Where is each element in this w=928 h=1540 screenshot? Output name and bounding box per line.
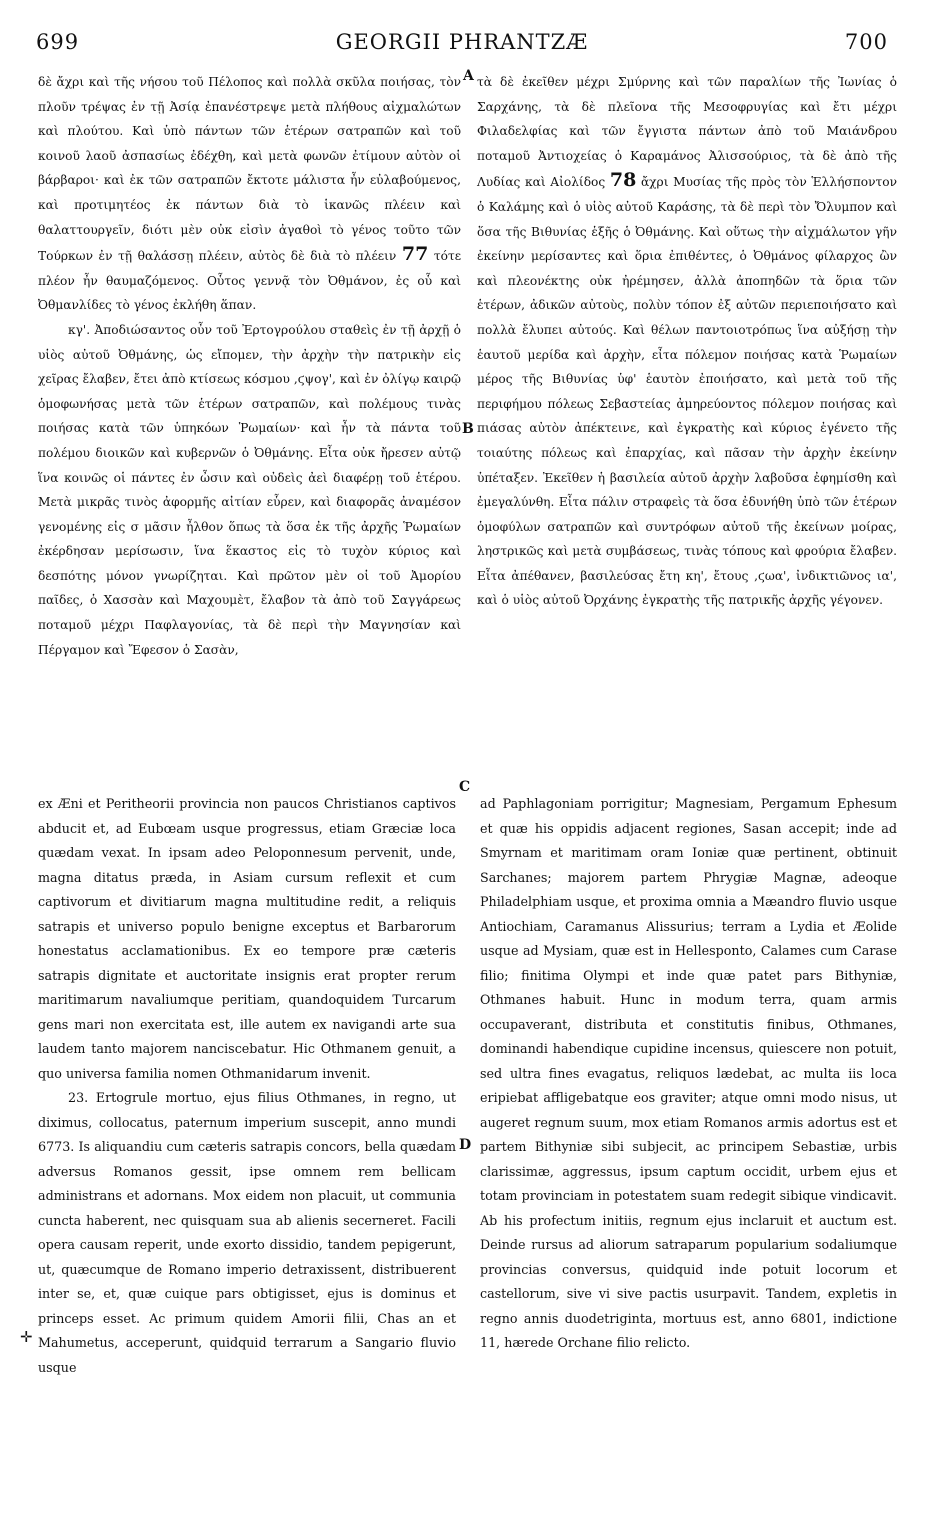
latin-column-left xyxy=(38,792,456,1380)
cross-marker-icon: ✛ xyxy=(20,1328,33,1346)
latin-right-paragraph-1: ad Paphlagoniam porrigitur; Magnesiam, Pergamum Ephesum et quæ his oppidis adjacent regiones, Sasan accepit; inde ad Smyrnam et maritimam oram Ioniæ quæ pertinent, obtinuit Sarchanes; majorem partem Phrygiæ Magnæ, adeoque Philadelphiam usque, et proxima omnia a Mæandro fluvio usque Antiochiam, Caramanus Alissurius; terram a Lydia et Æolide usque ad Mysiam, quæ est in Hellesponto, Calames cum Carase filio; finitima Olympi et inde quæ patet pars Bithyniæ, Othmanes habuit. Hunc in modum terra, quam armis occupaverant, distributa et constitutis finibus, Othmanes, dominandi habendique cupidine incensus, quiescere non potuit, sed ultra fines evagatus, reliquos lædebat, ac multa iis loca eripiebat affligebatque eos graviter; atque omni modo nisus, ut augeret regnum suum, mox etiam Romanos armis adortus est et partem Bithyniæ sibi subjecit, ac principem Sebastiæ, urbis clarissimæ, aggressus, ipsum captum occidit, urbem ejus et totam provinciam in potestatem suam redegit sibique vindicavit. Ab his profectum initiis, regnum ejus inclaruit et auctum est. Deinde rursus ad aliorum satraparum popularium sodaliumque provincias conversus, quidquid inde potuit locorum et castellorum, sive vi sive pactis usurpavit. Tandem, expletis in regno annis duodetriginta, mortuus est, anno 6801, indictione 11, hærede Orchane filio relicto. xyxy=(480,796,897,1350)
greek-column-right xyxy=(477,70,897,613)
page-number-left: 699 xyxy=(36,30,80,54)
latin-left-paragraph-2: 23. Ertogrule mortuo, ejus filius Othmanes, in regno, ut diximus, collocatus, paternum imperium suscepit, anno mundi 6773. Is aliquandiu cum cæteris satrapis concors, bella quædam adversus Romanos gessit, ipse omnem rem bellicam administrans et adornans. Mox eidem non placuit, ut communia cuncta haberent, nec quisquam sua ab alienis secerneret. Facili opera causam reperit, unde exorto dissidio, tandem pepigerunt, ut, quæcumque de Romano imperio detraxissent, distribuerent inter se, et, quæ cuique pars obtigisset, ejus is dominus et princeps esset. Ac primum quidem Amorii filii, Chas an et Mahumetus, acceperunt, quidquid terrarum a Sangario fluvio usque xyxy=(38,1090,456,1375)
greek-left-text-1b: τότε πλέον ἦν θαυμαζόμενος. Οὗτος γεννᾷ τὸν Ὀθμάνον, ἐς οὗ καὶ Ὀθμανλίδες τὸ γένος ἐκλήθη ἅπαν. xyxy=(38,249,462,313)
page-number-right: 700 xyxy=(844,30,888,54)
greek-left-paragraph-2: κγ'. Ἀποδιώσαντος οὖν τοῦ Ἐρτογρούλου σταθεὶς ἐν τῇ ἀρχῇ ὁ υἱὸς αὐτοῦ Ὀθμάνης, ὡς εἴπομεν, τὴν ἀρχὴν τὴν πατρικὴν εἰς χεῖρας ἔλαβεν, ἔτει ἀπὸ κτίσεως κόσμου ,ϛψογ', καὶ ἐν ὀλίγῳ καιρῷ ὁμοφωνήσας μετὰ τῶν ἑτέρων σατραπῶν, καὶ πολέμους τινὰς ποιήσας κατὰ τῶν ὑπηκόων Ῥωμαίων· καὶ ἦν τὰ πάντα τοῦ πολέμου διοικῶν καὶ κυβερνῶν ὁ Ὀθμάνης. Εἶτα οὐκ ἤρεσεν αὐτῷ ἵνα κοινῶς οἱ πάντες ἐν ὦσιν καὶ οὐδεὶς ἀεὶ διαφέρῃ τοῦ ἑτέρου. Μετὰ μικρᾶς τινὸς ἀφορμῆς αἰτίαν εὗρεν, καὶ διαφορᾶς ἀναμέσον γενομένης εἰς σ μᾶσιν ἦλθον ὅπως τὰ ὅσα ἐκ τῆς ἀρχῆς Ῥωμαίων ἐκέρδησαν μερίσωσιν, ἵνα ἕκαστος εἰς τὸ τυχὸν κύριος καὶ δεσπότης μόνον γνωρίζηται. Καὶ πρῶτον μὲν οἱ τοῦ Ἀμορίου παῖδες, ὁ Χασσὰν καὶ Μαχουμὲτ, ἔλαβον τὰ ἀπὸ τοῦ Σαγγάρεως ποταμοῦ μέχρι Παφλαγονίας, τὰ δὲ περὶ τὴν Μαγνησίαν καὶ Πέργαμον καὶ Ἔφεσον ὁ Σασὰν, xyxy=(38,322,461,657)
greek-left-paragraph-1 xyxy=(38,70,461,318)
greek-right-text-1b: ἄχρι Μυσίας τῆς πρὸς τὸν Ἑλλήσποντον ὁ Καλάμης καὶ ὁ υἱὸς αὐτοῦ Καράσης, τὰ δὲ περὶ τὸν Ὄλυμπον καὶ ὅσα τῆς Βιθυνίας ἑξῆς ὁ Ὀθμάνης. Καὶ οὕτως τὴν αἰχμάλωτον γῆν ἐκείνην μερίσαντες καὶ ὅρια ἐπιθέντες, ὁ Ὀθμάνος φίλαρχος ὢν καὶ πλεονέκτης οὐκ ἠρέμησεν, ἀλλὰ ἀποπηδῶν τὰ ὅρια τῶν ἑτέρων, ἀδικῶν αὐτοὺς, πολὺν τόπον ἐξ αὐτῶν περιεποιήσατο καὶ πολλὰ ἔλυπει αὐτούς. Καὶ θέλων παντοιοτρόπως ἵνα αὐξήσῃ τὴν ἑαυτοῦ μερίδα καὶ ἀρχὴν, εἶτα πόλεμον ποιήσας κατὰ Ῥωμαίων μέρος τῆς Βιθυνίας ὑφ' ἑαυτὸν ἐποιήσατο, καὶ μετὰ τοῦ τῆς περιφήμου πόλεως Σεβαστείας ἀμηρεύοντος πόλεμον ποιήσας καὶ πιάσας αὐτὸν ἀπέκτεινε, καὶ ἐγκρατὴς καὶ κύριος ἐγένετο τῆς τοιαύτης πόλεως καὶ ἐπαρχίας, καὶ πᾶσαν τὴν ἀρχὴν ἐκείνην ὑπέταξεν. Ἐκεῖθεν ἡ βασιλεία αὐτοῦ ἀρχὴν λαβοῦσα ἐφημίσθη καὶ ἐμεγαλύνθη. Εἶτα πάλιν στραφεὶς τὰ ὅσα ἐδυνήθη ὑπὸ τῶν ἑτέρων ὁμοφύλων σατραπῶν καὶ συντρόφων αὐτοῦ τῆς ἐκείνων μοίρας, ληστρικῶς καὶ μετὰ συμβάσεως, τινὰς τόπους καὶ φρούρια ἔλαβεν. Εἶτα ἀπέθανεν, βασιλεύσας ἔτη κη', ἔτους ,ϛωα', ἰνδικτιῶνος ια', καὶ ὁ υἱὸς αὐτοῦ Ὀρχάνης ἐγκρατὴς τῆς πατρικῆς ἀρχῆς γέγονεν. xyxy=(477,175,897,608)
margin-letter-d: D xyxy=(459,1137,472,1153)
edition-page-number-78: 78 xyxy=(609,169,637,192)
latin-left-paragraph-1: ex Æni et Peritheorii provincia non paucos Christianos captivos abducit et, ad Eubœam usque progressus, etiam Græciæ loca quædam vexat. In ipsam adeo Peloponnesum pervenit, unde, magna ditatus præda, in Asiam cursum reflexit et cum captivorum et divitiarum magna multitudine redit, a reliquis satrapis et universo populo benigne exceptus et Barbarorum honestatus acclamationibus. Ex eo tempore præ cæteris satrapis dignitate et auctoritate insignis erat propter rerum maritimarum navaliumque peritiam, quandoquidem Turcarum gens mari non exercitata est, ille autem ex navigandi arte sua laudem tanto majorem nanciscebatur. Hic Othmanem genuit, a quo universa familia nomen Othmanidarum invenit. xyxy=(38,796,456,1081)
margin-letter-c: C xyxy=(459,779,471,795)
margin-letter-b: B xyxy=(462,421,474,437)
running-header xyxy=(36,30,888,62)
running-title: GEORGII PHRANTZÆ xyxy=(335,30,589,54)
edition-page-number-77: 77 xyxy=(401,243,429,266)
margin-letter-a: A xyxy=(463,68,474,84)
latin-column-right xyxy=(480,792,897,1356)
greek-right-paragraph-1 xyxy=(477,70,897,613)
greek-left-text-1: δὲ ἄχρι καὶ τῆς νήσου τοῦ Πέλοπος καὶ πολλὰ σκῦλα ποιήσας, τὸν πλοῦν τρέψας ἐν τῇ Ἀσίᾳ ἐπανέστρεψε μετὰ πλήθους αἰχμαλώτων καὶ πλούτου. Καὶ ὑπὸ πάντων τῶν ἑτέρων σατραπῶν καὶ τοῦ κοινοῦ λαοῦ ἀσπασίως ἐδέχθη, καὶ μετὰ φωνῶν ἐτίμουν αὐτὸν οἱ βάρβαροι· καὶ ἐκ τῶν σατραπῶν ἔκτοτε μάλιστα ἦν εὐλαβούμενος, καὶ προτιμητέος ἐκ πάντων διὰ τὸ ἱκανῶς πλέειν καὶ θαλαττουργεῖν, διότι μὲν οὐκ εἰσὶν ἀγαθοὶ τὸ γένος τοῦτο τῶν Τούρκων ἐν τῇ θαλάσσῃ πλέειν, αὐτὸς δὲ διὰ τὸ πλέειν xyxy=(38,75,461,264)
greek-right-text-1: τὰ δὲ ἐκεῖθεν μέχρι Σμύρνης καὶ τῶν παραλίων τῆς Ἰωνίας ὁ Σαρχάνης, τὰ δὲ πλεῖονα τῆς Μεσοφρυγίας καὶ ἔτι μέχρι Φιλαδελφίας καὶ τῶν ἔγγιστα πάντων ἀπὸ τοῦ Μαιάνδρου ποταμοῦ Ἀντιοχείας ὁ Καραμάνος Ἀλισσούριος, τὰ δὲ ἀπὸ τῆς Λυδίας καὶ Αἰολίδος xyxy=(477,75,897,190)
greek-column-left xyxy=(38,70,461,662)
